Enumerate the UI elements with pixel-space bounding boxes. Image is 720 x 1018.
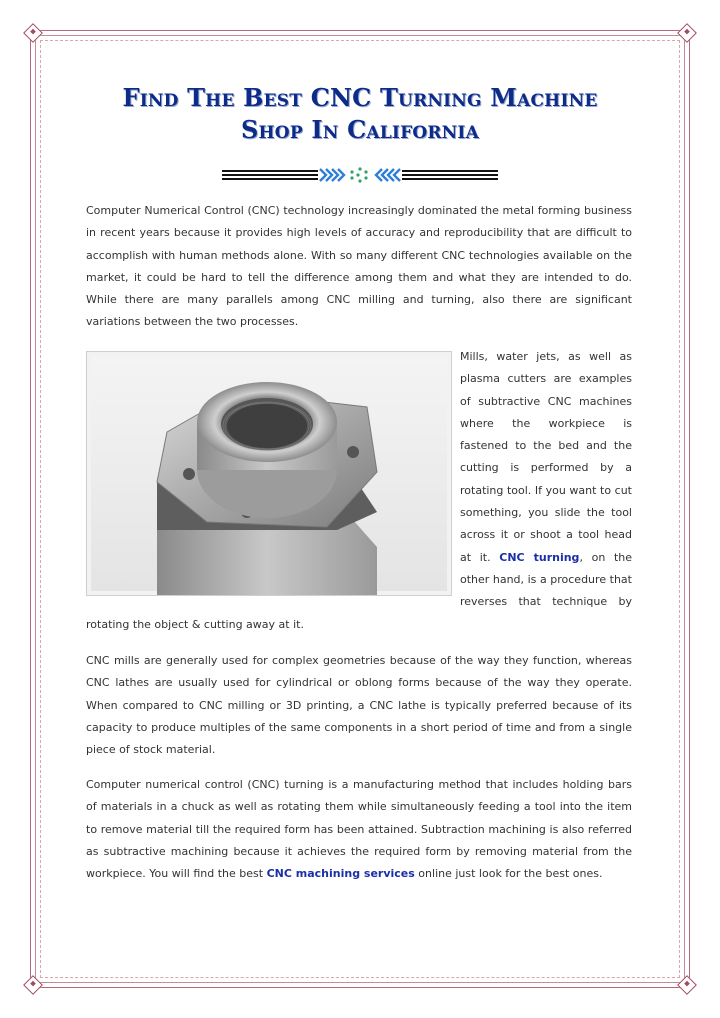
- machined-part-illustration: [87, 352, 451, 595]
- paragraph-cnc-turning: [86, 774, 632, 885]
- paragraph-intro: Computer Numerical Control (CNC) technology increasingly dominated the metal forming business in recent years because it provides high levels of accuracy and reproducibility that are difficult to accomplish with human methods alone. With so many different CNC technologies available on the market, it could be hard to tell the difference among them and what they are intended to do. While there are many parallels among CNC milling and turning, also there are significant variations between the two processes.: [86, 204, 632, 329]
- paragraph-text: Mills, water jets, as well as plasma cutters are examples of subtractive CNC machines where the workpiece is fastened to the bed and the cutting is performed by a rotating tool. If you want to cut something, you slide the tool across it or shoot a tool head at it.: [460, 350, 632, 564]
- cnc-machining-services-link[interactable]: CNC machining services: [266, 867, 415, 881]
- paragraph-text: online just look for the best ones.: [414, 867, 603, 881]
- cnc-part-image: [86, 351, 452, 596]
- title-divider-icon: [220, 166, 500, 184]
- title-line-1: Find The Best CNC Turning Machine: [122, 83, 598, 112]
- page-title: [60, 82, 660, 146]
- title-line-2: Shop In California: [241, 115, 479, 144]
- paragraph-text: Computer numerical control (CNC) turning is a manufacturing method that includes holding bars of materials in a chuck as well as rotating them while simultaneously feeding a tool into the item to remove material till the required form has been attained. Subtraction machining is also referred as subtractive machining because it achieves the required form by removing material from the workpiece. You will find the best: [86, 778, 632, 881]
- paragraph-text: , on the other hand, is a procedure that reverses that technique by rotating the object & cutting away at it.: [86, 550, 633, 631]
- cnc-turning-link[interactable]: CNC turning: [499, 550, 580, 564]
- paragraph-mills-vs-lathes: CNC mills are generally used for complex geometries because of the way they function, whereas CNC lathes are usually used for cylindrical or oblong forms because of the way they operate. When compared to CNC milling or 3D printing, a CNC lathe is typically preferred because of its capacity to produce multiples of the same components in a short period of time and from a single piece of stock material.: [86, 654, 632, 757]
